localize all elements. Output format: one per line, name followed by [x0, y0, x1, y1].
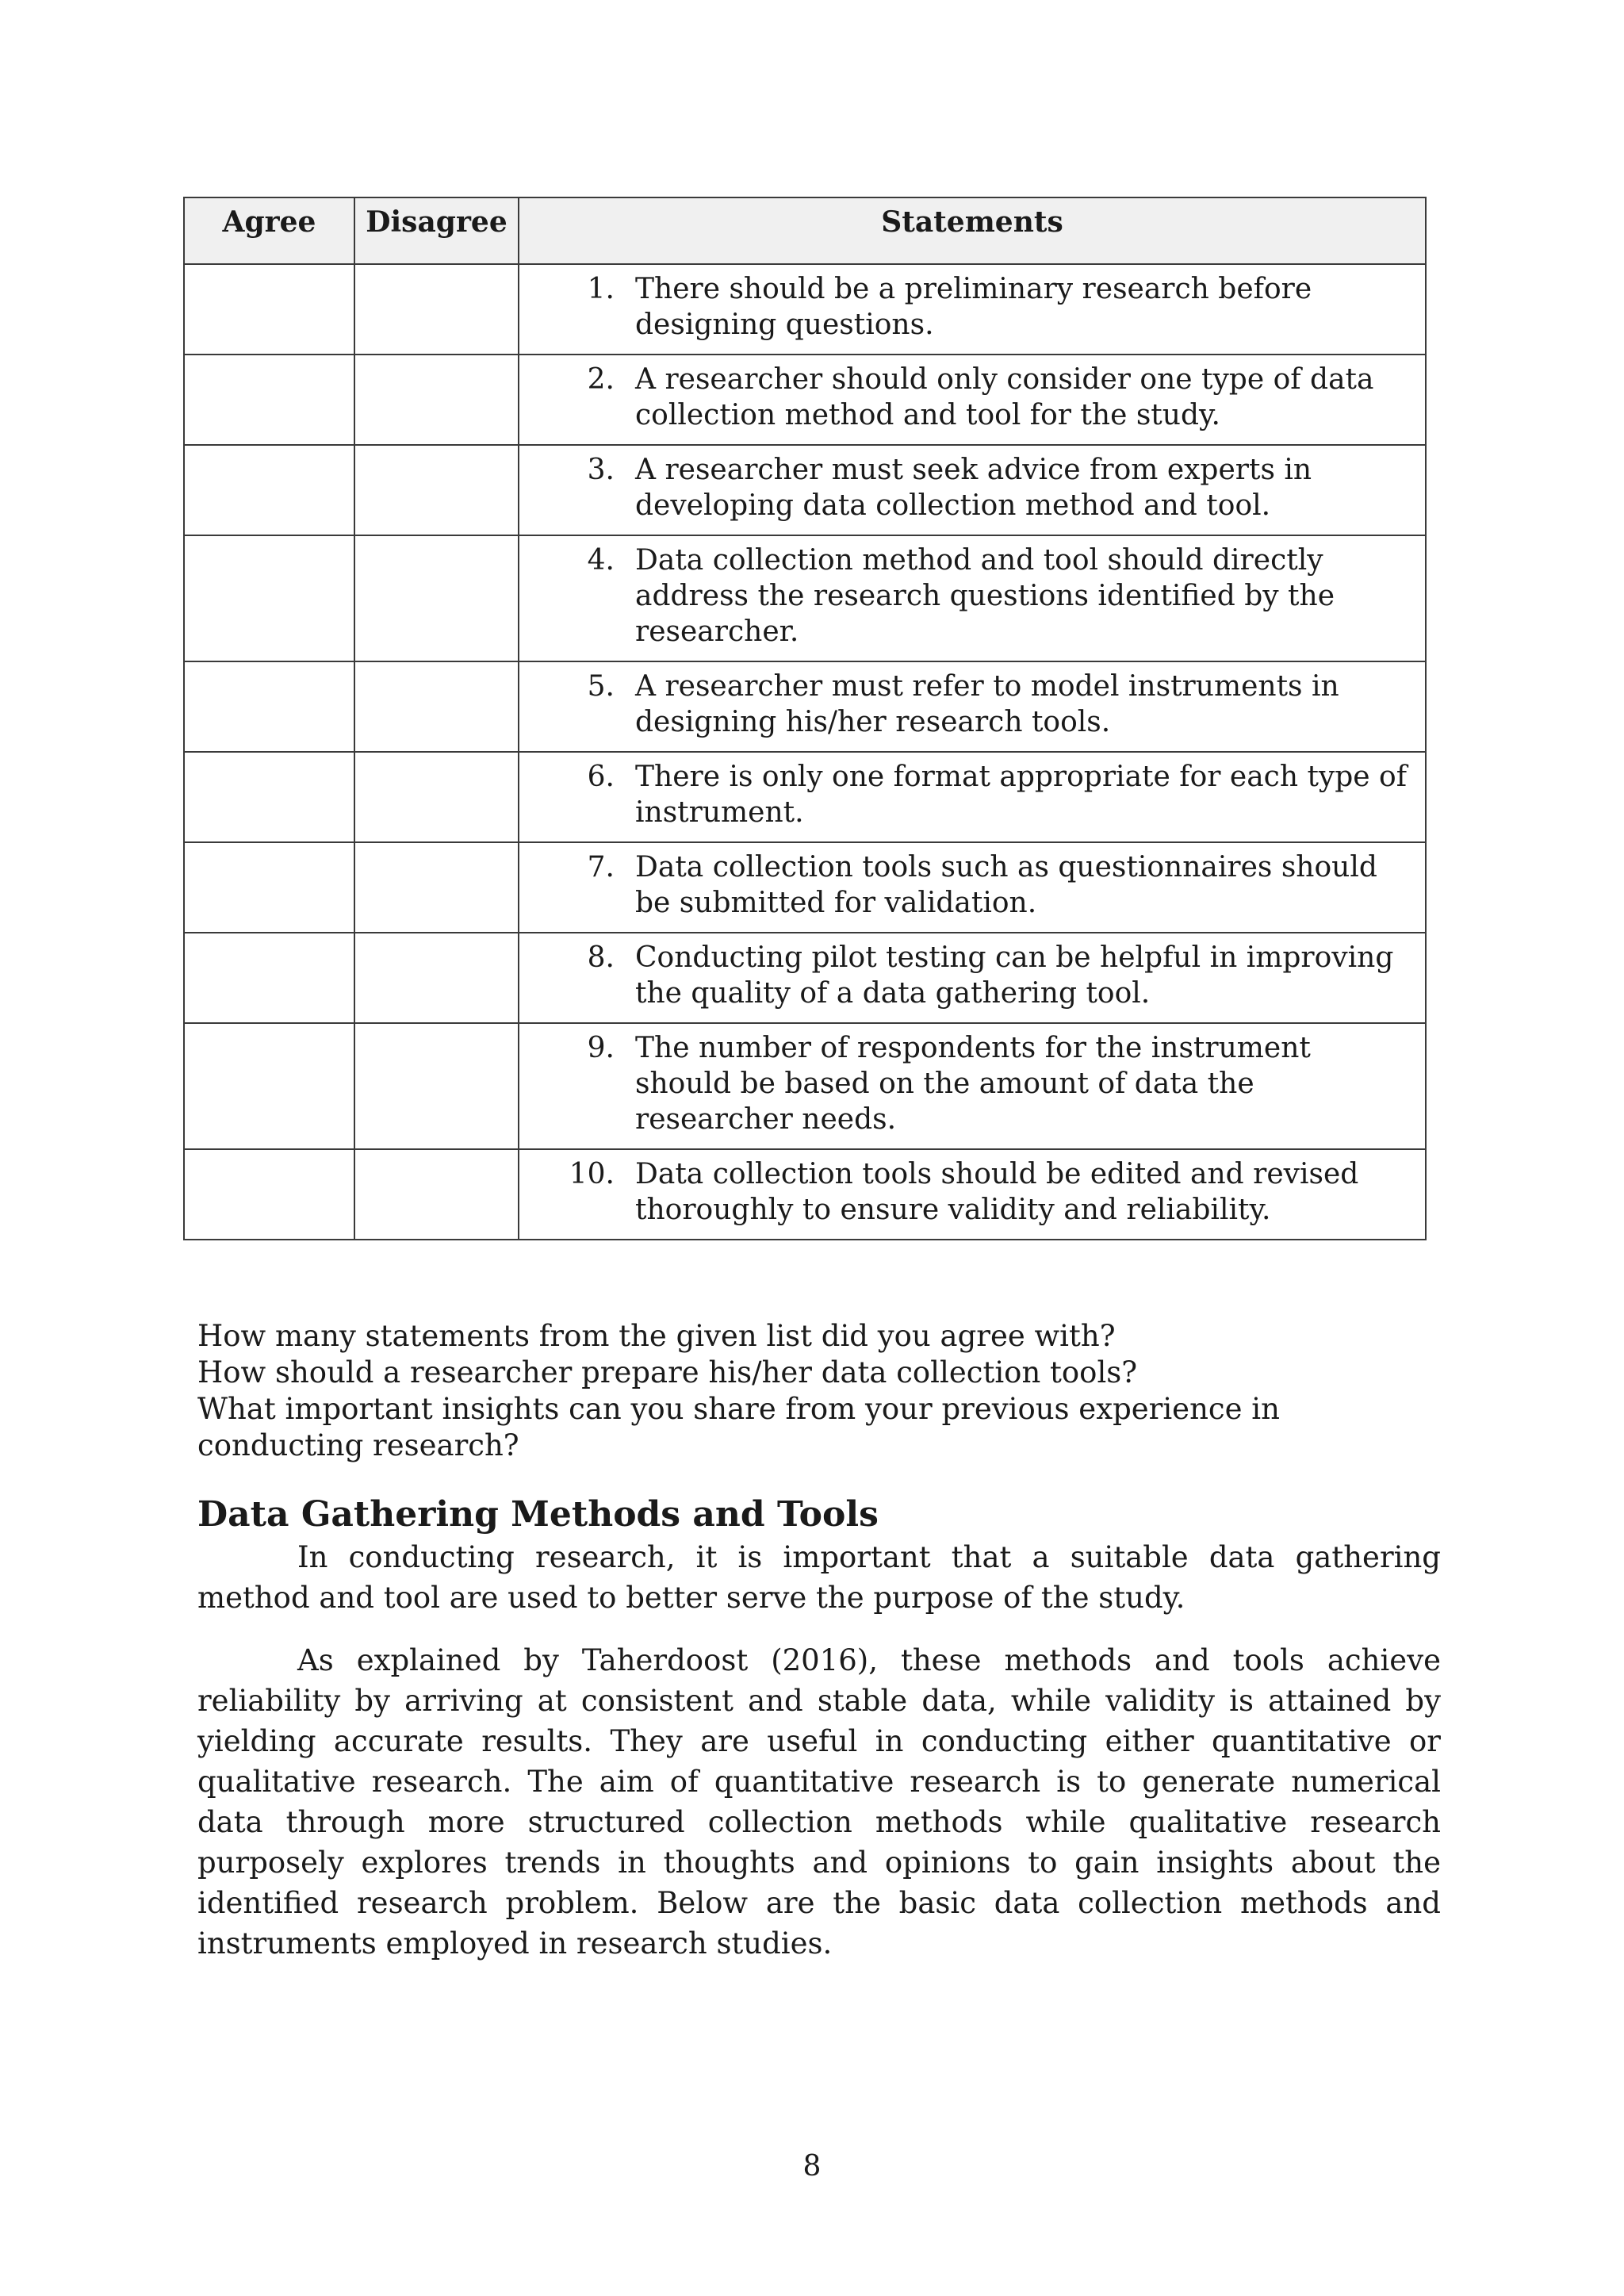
statement-number: 4.	[587, 544, 615, 577]
statement-number: 10.	[569, 1158, 615, 1190]
statement-cell	[519, 445, 1426, 535]
disagree-cell[interactable]	[354, 535, 519, 661]
question-3: What important insights can you share from your previous experience in conducting research?	[197, 1392, 1280, 1462]
table-row	[184, 842, 1426, 933]
agree-disagree-table	[183, 197, 1427, 1240]
disagree-cell[interactable]	[354, 661, 519, 752]
disagree-cell[interactable]	[354, 1149, 519, 1240]
table-row	[184, 661, 1426, 752]
question-2: How should a researcher prepare his/her data collection tools?	[197, 1355, 1138, 1389]
statement-text: The number of respondents for the instrument should be based on the amount of data the researcher needs.	[635, 1032, 1311, 1136]
statement-text: There should be a preliminary research before designing questions.	[635, 273, 1312, 341]
column-header-statements: Statements	[519, 197, 1426, 264]
statement-number: 3.	[587, 454, 615, 486]
column-header-agree: Agree	[184, 197, 354, 264]
disagree-cell[interactable]	[354, 355, 519, 445]
statement-cell	[519, 1149, 1426, 1240]
statement-text: Data collection tools should be edited and revised thoroughly to ensure validity and reliability.	[635, 1158, 1359, 1226]
agree-cell[interactable]	[184, 933, 354, 1023]
statement-cell	[519, 933, 1426, 1023]
page-number: 8	[802, 2150, 822, 2183]
intro-paragraph: In conducting research, it is important that a suitable data gathering method and tool are used to better serve the purpose of the study.	[197, 1540, 1441, 1615]
statement-number: 5.	[587, 670, 615, 703]
agree-cell[interactable]	[184, 1023, 354, 1149]
disagree-cell[interactable]	[354, 842, 519, 933]
table-row	[184, 445, 1426, 535]
section-heading: Data Gathering Methods and Tools	[197, 1494, 879, 1535]
agree-cell[interactable]	[184, 445, 354, 535]
agree-cell[interactable]	[184, 842, 354, 933]
table-row	[184, 752, 1426, 842]
statement-cell	[519, 842, 1426, 933]
agree-cell[interactable]	[184, 752, 354, 842]
table-row	[184, 535, 1426, 661]
column-header-disagree: Disagree	[354, 197, 519, 264]
statement-number: 6.	[587, 761, 615, 793]
table-row	[184, 1023, 1426, 1149]
agree-cell[interactable]	[184, 1149, 354, 1240]
statement-cell	[519, 264, 1426, 355]
table-row	[184, 355, 1426, 445]
question-1: How many statements from the given list did you agree with?	[197, 1319, 1116, 1353]
table-row	[184, 933, 1426, 1023]
agree-cell[interactable]	[184, 355, 354, 445]
body-paragraph: As explained by Taherdoost (2016), these methods and tools achieve reliability by arriving at consistent and stable data, while validity is attained by yielding accurate results. They are useful in conducting either quantitative or qualitative research. The aim of quantitative research is to generate numerical data through more structured collection methods while qualitative research purposely explores trends in thoughts and opinions to gain insights about the identified research problem. Below are the basic data collection methods and instruments employed in research studies.	[197, 1643, 1441, 1961]
statement-number: 2.	[587, 363, 615, 396]
disagree-cell[interactable]	[354, 1023, 519, 1149]
table-header-row	[184, 197, 1426, 264]
statement-number: 7.	[587, 851, 615, 884]
statement-cell	[519, 355, 1426, 445]
disagree-cell[interactable]	[354, 264, 519, 355]
statement-cell	[519, 661, 1426, 752]
statement-text: Data collection method and tool should directly address the research questions identified by the researcher.	[635, 544, 1335, 648]
statement-number: 8.	[587, 941, 615, 974]
agree-cell[interactable]	[184, 535, 354, 661]
reflection-questions	[197, 1318, 1434, 1464]
statement-text: A researcher should only consider one type of data collection method and tool for the study.	[635, 363, 1374, 431]
disagree-cell[interactable]	[354, 445, 519, 535]
statement-text: Conducting pilot testing can be helpful in improving the quality of a data gathering tool.	[635, 941, 1394, 1010]
statement-text: Data collection tools such as questionnaires should be submitted for validation.	[635, 851, 1377, 919]
agree-cell[interactable]	[184, 661, 354, 752]
statement-number: 1.	[587, 273, 615, 305]
table-row	[184, 264, 1426, 355]
agree-cell[interactable]	[184, 264, 354, 355]
table-row	[184, 1149, 1426, 1240]
disagree-cell[interactable]	[354, 933, 519, 1023]
statement-text: A researcher must refer to model instruments in designing his/her research tools.	[635, 670, 1339, 738]
statement-cell	[519, 535, 1426, 661]
statement-number: 9.	[587, 1032, 615, 1064]
statement-cell	[519, 1023, 1426, 1149]
statement-cell	[519, 752, 1426, 842]
disagree-cell[interactable]	[354, 752, 519, 842]
statement-text: A researcher must seek advice from experts in developing data collection method and tool.	[635, 454, 1312, 522]
statement-text: There is only one format appropriate for each type of instrument.	[635, 761, 1408, 829]
